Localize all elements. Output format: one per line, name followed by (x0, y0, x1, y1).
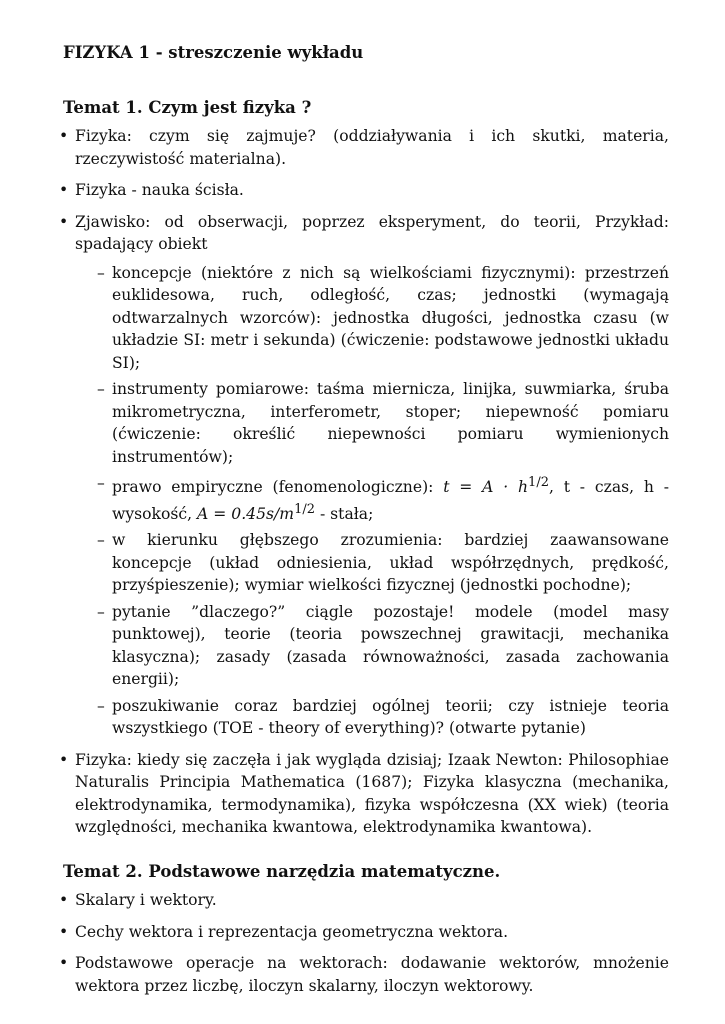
dash-icon: – (97, 696, 105, 715)
sub-item: – poszukiwanie coraz bardziej ogólnej teorii; czy istnieje teoria wszystkiego (TOE - theory of everything)? (otwarte pytanie) (97, 696, 669, 738)
section-1-bullet-list (59, 125, 670, 839)
formula-t: t = A · h (443, 478, 529, 497)
bullet-icon: • (59, 922, 69, 941)
dash-icon: – (97, 474, 105, 492)
bullet-icon: • (59, 181, 69, 199)
bullet-item: • Cechy wektora i reprezentacja geometryczna wektora. (63, 921, 669, 944)
sub-item: – pytanie ”dlaczego?” ciągle pozostaje! modele (model masy punktowej), teorie (teoria powszechnej grawitacji, mechanika klasyczna); zasady (zasada równoważności, zasada zachowania energii); (97, 602, 669, 689)
bullet-item: • Zjawisko: od obserwacji, poprzez eksperyment, do teorii, Przykład: spadający obiekt – koncepcje (niektóre z nich są wielkościami fizycznymi): przestrzeń euklidesowa, ruch, odległość, czas; jednostki (wymagają odtwarzalnych wzorców): jednostka długości, jednostka czasu (w układzie SI: metr i sekunda) (ćwiczenie: podstawowe jednostki układu SI); – instrumenty pomiarowe: taśma miernicza, linijka, suwmiarka, śruba mikrometryczna, interferometr, stoper; niepewność pomiaru (ćwiczenie: określić niepewności pomiaru wymienionych instrumentów); – prawo empiryczne (fenomenologiczne): $t = A \cdot h^{1/2}$, t - czas, h - wysokość, $A = 0.45s/m^{1/2}$ - stała; – w kierunku głębszego zrozumienia: bardziej zaawansowane koncepcje (układ odniesienia, układ współrzędnych, prędkość, przyśpieszenie); wymiar wielkości fizycznej (jednostki pochodne); – pytanie ”dlaczego?” ciągle pozostaje! modele (model masy punktowej), teorie (teoria powszechnej grawitacji, mechanika klasyczna); zasady (zasada równoważności, zasada zachowania energii); – poszukiwanie coraz bardziej ogólnej teorii; czy istnieje teoria wszystkiego (TOE - theory of everything)? (otwarte pytanie) (63, 211, 669, 740)
bullet-item: • Fizyka - nauka ścisła. (63, 179, 669, 202)
dash-icon: – (97, 531, 105, 550)
bullet-icon: • (59, 891, 69, 910)
sub-item-empirical-law: – prawo empiryczne (fenomenologiczne): $t = A \cdot h^{1/2}$, t - czas, h - wysokość, $A = 0.45s/m^{1/2}$ - stała; (97, 474, 670, 523)
document-page (59, 42, 670, 1006)
bullet-icon: • (59, 954, 69, 973)
bullet-item: • Fizyka: kiedy się zaczęła i jak wygląda dzisiaj; Izaak Newton: Philosophiae Naturalis Principia Mathematica (1687); Fizyka klasyczna (mechanika, elektrodynamika, termodynamika), fizyka współczesna (XX wiek) (teoria względności, mechanika kwantowa, elektrodynamika kwantowa). (59, 750, 669, 837)
bullet-icon: • (59, 750, 69, 769)
formula-exponent: 1/2 (294, 501, 315, 517)
sub-item: – koncepcje (niektóre z nich są wielkościami fizycznymi): przestrzeń euklidesowa, ruch, odległość, czas; jednostki (wymagają odtwarzalnych wzorców): jednostka długości, jednostka czasu (w układzie SI: metr i sekunda) (ćwiczenie: podstawowe jednostki układu SI); (97, 263, 669, 372)
formula-exponent: 1/2 (528, 475, 549, 490)
dash-icon: – (97, 380, 105, 398)
section-title-temat-1: Temat 1. Czym jest fizyka ? (63, 97, 312, 117)
formula-a: A = 0.45s/m (197, 504, 295, 523)
sub-item: – instrumenty pomiarowe: taśma miernicza, linijka, suwmiarka, śruba mikrometryczna, interferometr, stoper; niepewność pomiaru (ćwiczenie: określić niepewności pomiaru wymienionych instrumentów); (97, 380, 669, 466)
bullet-item: • Skalary i wektory. (63, 889, 669, 912)
sub-item: – w kierunku głębszego zrozumienia: bardziej zaawansowane koncepcje (układ odniesienia, układ współrzędnych, prędkość, przyśpieszenie); wymiar wielkości fizycznej (jednostki pochodne); (97, 531, 669, 595)
sub-list (75, 262, 669, 740)
document-title: FIZYKA 1 - streszczenie wykładu (63, 43, 364, 62)
dash-icon: – (97, 263, 105, 282)
dash-icon: – (97, 602, 105, 621)
section-title-temat-2: Temat 2. Podstawowe narzędzia matematyczne. (63, 861, 501, 881)
bullet-icon: • (59, 127, 69, 145)
bullet-icon: • (59, 212, 69, 231)
bullet-item: • Podstawowe operacje na wektorach: dodawanie wektorów, mnożenie wektora przez liczbę, iloczyn skalarny, iloczyn wektorowy. (59, 954, 669, 995)
section-2-bullet-list (59, 889, 669, 997)
bullet-item: • Fizyka: czym się zajmuje? (oddziaływania i ich skutki, materia, rzeczywistość materialna). (59, 127, 669, 168)
